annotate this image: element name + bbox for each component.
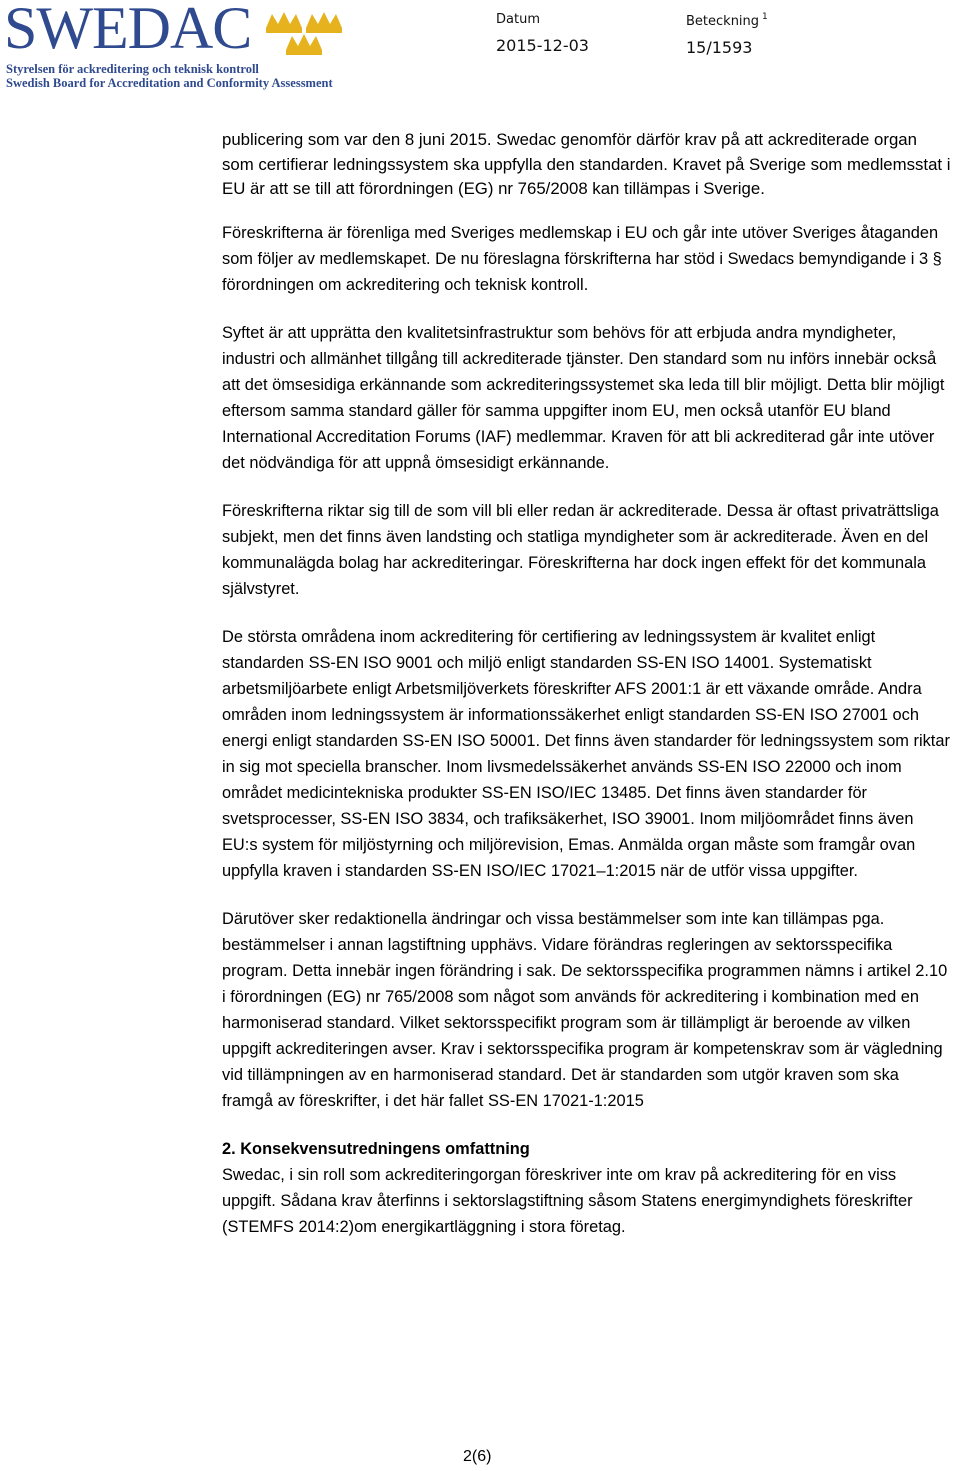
section-heading: 2. Konsekvensutredningens omfattning	[222, 1139, 530, 1158]
reference-label: Beteckning	[686, 14, 760, 29]
reference-label-row	[686, 12, 768, 29]
date-value: 2015-12-03	[496, 36, 589, 55]
body-paragraph: De största områdena inom ackreditering för certifiering av ledningssystem är kvalitet enligt standarden SS-EN ISO 9001 och miljö enligt standarden SS-EN ISO 14001. Systematiskt arbetsmiljöarbete enligt Arbetsmiljöverkets föreskrifter AFS 2001:1 är ett växande område. Andra områden inom ledningssystem är informationssäkerhet enligt standarden SS-EN ISO 27001 och energi enligt standarden SS-EN ISO 50001. Det finns även standarder för ledningssystem som riktar in sig mot speciella branscher. Inom livsmedelssäkerhet används SS-EN ISO 22000 och inom området medicintekniska produkter SS-EN ISO/IEC 13485. Det finns även standarder för svetsprocesser, SS-EN ISO 3834, och trafiksäkerhet, ISO 39001. Inom miljöområdet finns även EU:s system för miljöstyrning och miljörevision, Emas. Anmälda organ måste som framgår ovan uppfylla kraven i standarden SS-EN ISO/IEC 17021–1:2015 när de utför vissa uppgifter.	[222, 627, 950, 880]
body-paragraph: Föreskrifterna riktar sig till de som vill bli eller redan är ackrediterade. Dessa är oftast privaträttsliga subjekt, men det finns även landsting och statliga myndigheter som är ackrediterade. Även en del kommunalägda bolag har ackrediteringar. Föreskrifterna har dock ingen effekt för det kommunala självstyret.	[222, 501, 939, 598]
document-body	[222, 128, 952, 1262]
swedac-logo	[4, 0, 344, 90]
logo-subtitle-swedish: Styrelsen för ackreditering och teknisk kontroll	[6, 62, 259, 76]
body-paragraph: Därutöver sker redaktionella ändringar och vissa bestämmelser som inte kan tillämpas pga. bestämmelser i annan lagstiftning upphävs. Vidare förändras regleringen av sektorsspecifika program. Detta innebär ingen förändring i sak. De sektorsspecifika programmen nämns i artikel 2.10 i förordningen (EG) nr 765/2008 som något som används för ackreditering i kombination med en harmoniserad standard. Vilket sektorsspecifikt program som är tillämpligt är beroende av vilken uppgift ackrediteringen avser. Krav i sektorsspecifika program är kompetenskrav som är vägledning vid tillämpningen av en harmoniserad standard. Det är standarden som utgör kraven som ska framgå av föreskrifter, i det här fallet SS-EN 17021-1:2015	[222, 909, 948, 1110]
body-paragraph: Föreskrifterna är förenliga med Sveriges medlemskap i EU och går inte utöver Sveriges åtaganden som följer av medlemskapet. De nu föreslagna förskrifterna har stöd i Swedacs bemyndigande i 3 § förordningen om ackreditering och teknisk kontroll.	[222, 223, 942, 294]
document-header	[0, 0, 960, 100]
page-number: 2(6)	[463, 1448, 492, 1465]
date-label: Datum	[496, 12, 540, 27]
date-block	[496, 12, 589, 55]
reference-footnote-marker: 1	[762, 12, 768, 22]
body-paragraph: Syftet är att upprätta den kvalitetsinfrastruktur som behövs för att erbjuda andra myndigheter, industri och allmänhet tillgång till ackrediterade tjänster. Den standard som nu införs innebär också att det ömsesidiga erkännande som ackrediteringssystemet ska leda till blir möjligt. Detta blir möjligt eftersom samma standard gäller för samma uppgifter inom EU, men också utanför EU bland International Accreditation Forums (IAF) medlemmar. Kraven för att bli ackrediterad går inte utöver det nödvändiga för att uppnå ömsesidigt erkännande.	[222, 323, 945, 472]
body-paragraph: publicering som var den 8 juni 2015. Swedac genomför därför krav på att ackrediterade organ som certifierar ledningssystem ska uppfylla den standarden. Kravet på Sverige som medlemsstat i EU är att se till att förordningen (EG) nr 765/2008 kan tillämpas i Sverige.	[222, 130, 951, 198]
three-crowns-icon	[262, 8, 346, 56]
logo-subtitle-english: Swedish Board for Accreditation and Conformity Assessment	[6, 76, 333, 90]
reference-value: 15/1593	[686, 38, 753, 57]
reference-block	[686, 12, 768, 57]
section-paragraph: Swedac, i sin roll som ackrediteringorgan föreskriver inte om krav på ackreditering för en viss uppgift. Sådana krav återfinns i sektorslagstiftning såsom Statens energimyndighets föreskrifter (STEMFS 2014:2)om energikartläggning i stora företag.	[222, 1165, 913, 1236]
logo-wordmark: SWEDAC	[4, 0, 252, 61]
